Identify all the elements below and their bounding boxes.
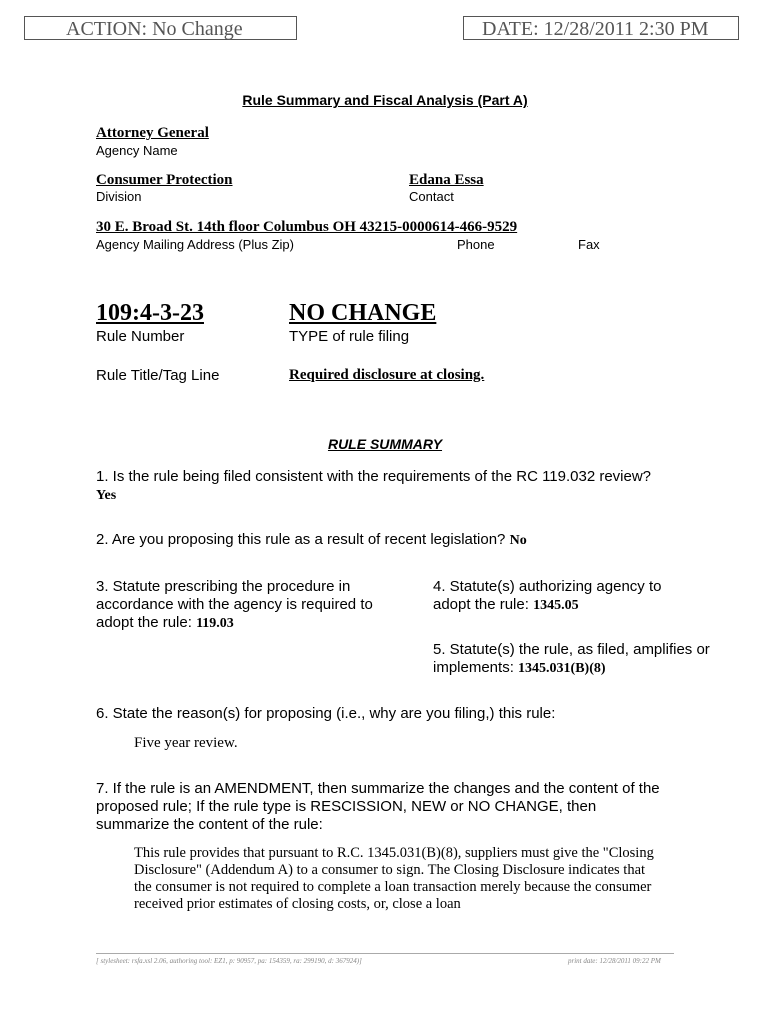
question-7-answer: This rule provides that pursuant to R.C. 1345.031(B)(8), suppliers must give the "Closing Disclosure" (Addendum A) to a consumer to sign. The Closing Disclosure indicates that the consumer is not required to complete a loan transaction merely because the consumer received prior estimates of closing costs, or, close a loan [134,845,654,912]
question-4-answer: 1345.05 [533,598,579,613]
question-1 [96,468,656,505]
question-7-text: 7. If the rule is an AMENDMENT, then summarize the changes and the content of the proposed rule; If the rule type is RESCISSION, NEW or NO CHANGE, then summarize the content of the rule: [96,780,660,833]
page-title: Rule Summary and Fiscal Analysis (Part A) [242,92,528,108]
date-text: DATE: 12/28/2011 2:30 PM [482,18,709,40]
rule-title-label: Rule Title/Tag Line [96,367,220,384]
agency-name-value: Attorney General [96,125,209,141]
question-2 [96,531,696,550]
contact-label: Contact [409,189,454,204]
division-label: Division [96,189,142,204]
footer-stylesheet: [ stylesheet: rsfa.xsl 2.06, authoring tool: EZ1, p: 90957, pa: 154359, ra: 299190, d: 367924)] [96,957,362,965]
question-5-answer: 1345.031(B)(8) [518,661,606,676]
question-1-text: 1. Is the rule being filed consistent with the requirements of the RC 119.032 review? [96,468,652,485]
division-value: Consumer Protection [96,172,233,188]
question-3 [96,578,386,633]
fax-label: Fax [578,237,600,252]
rule-type-value: NO CHANGE [289,300,437,326]
address-label: Agency Mailing Address (Plus Zip) [96,237,294,252]
rule-summary-heading: RULE SUMMARY [327,436,443,452]
action-text: ACTION: No Change [66,18,243,40]
agency-name-label: Agency Name [96,143,178,158]
phone-label: Phone [457,237,495,252]
question-5-text: 5. Statute(s) the rule, as filed, amplifies or implements: [433,641,710,676]
contact-value: Edana Essa [409,172,484,188]
question-3-text: 3. Statute prescribing the procedure in accordance with the agency is required to adopt the rule: [96,578,373,631]
question-1-answer: Yes [96,488,117,503]
footer-print-date: print date: 12/28/2011 09:22 PM [568,957,661,965]
footer-divider [96,953,674,954]
rule-number-label: Rule Number [96,328,185,345]
rule-title-value: Required disclosure at closing. [289,367,485,383]
question-2-answer: No [509,533,527,548]
rule-number-value: 109:4-3-23 [96,300,204,326]
action-box [24,16,297,40]
question-2-text: 2. Are you proposing this rule as a result of recent legislation? [96,531,506,548]
question-6-answer: Five year review. [134,735,238,751]
question-6-text: 6. State the reason(s) for proposing (i.e., why are you filing,) this rule: [96,705,556,722]
question-4 [433,578,693,615]
rule-type-label: TYPE of rule filing [289,328,410,345]
question-3-answer: 119.03 [196,616,234,631]
date-box [463,16,739,40]
address-value: 30 E. Broad St. 14th floor Columbus OH 43215-0000614-466-9529 [96,219,518,235]
question-6 [96,705,696,723]
question-5 [433,641,723,678]
question-4-text: 4. Statute(s) authorizing agency to adopt the rule: [433,578,662,613]
question-7 [96,780,671,834]
